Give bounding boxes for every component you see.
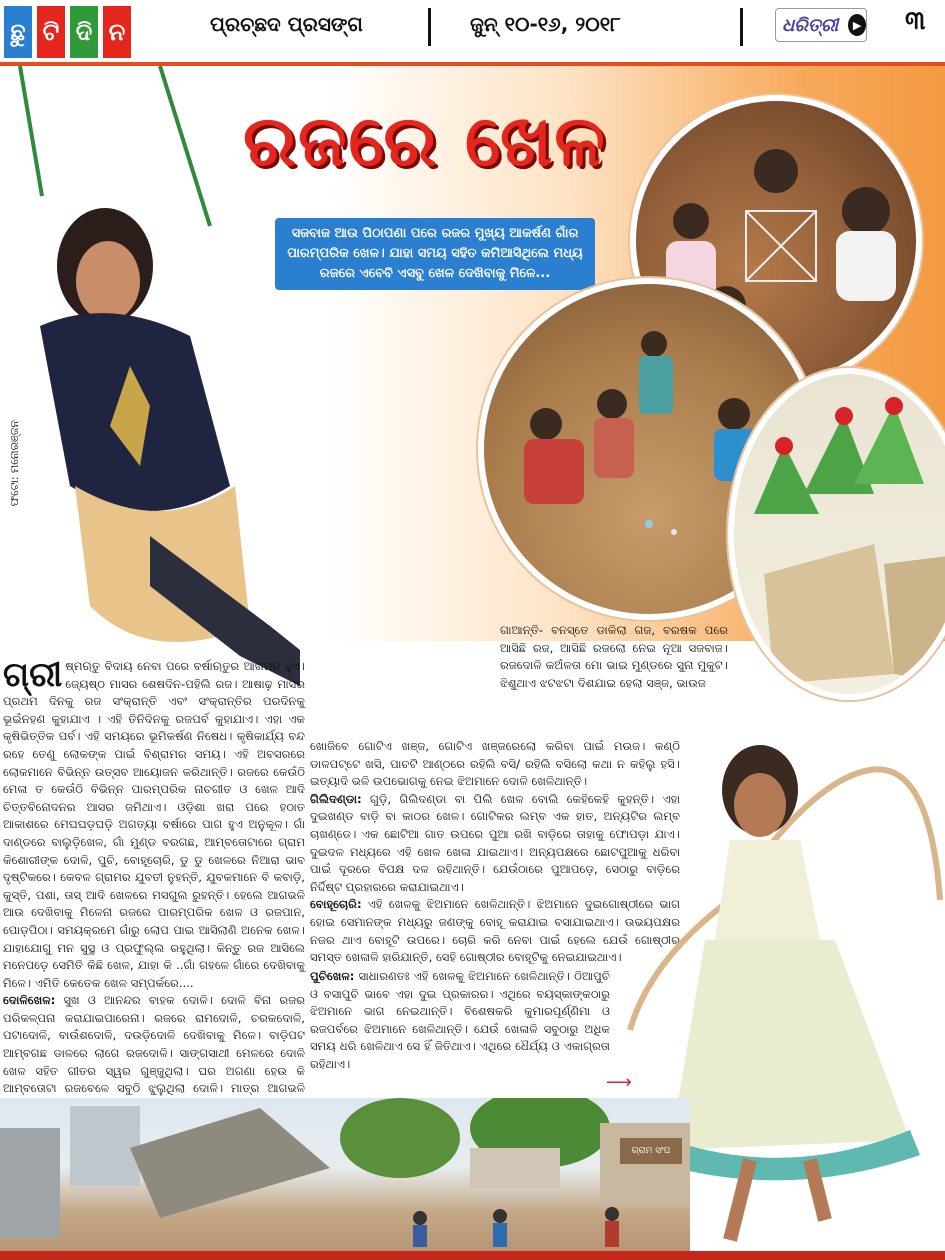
page-number: ୩ [905, 6, 926, 36]
bottom-bar [0, 1251, 945, 1260]
sign-board: ଗ୍ରାମ ସଂଘ [620, 1138, 682, 1164]
brand-letter-2: ଟି [37, 6, 65, 58]
article-column-1 [3, 655, 305, 1133]
dharitri-logo [775, 8, 867, 42]
article-column-2-bottom [310, 968, 610, 1074]
arrow-icon: ⟶ [606, 1072, 632, 1093]
paragraph: ଗିଲିଦଣ୍ଡା: ଗୁଡ଼ି, ଗିଲିଦଣ୍ଡା ବା ପିଲି ଖେଳ ବୋଲି କେହିକେହି କୁହନ୍ତି। ଏହା ଦୁଇଖଣ୍ଡ ବାଡ଼ି ବା କାଠର ଖେଳ। ଗୋଟିକର ଲମ୍ବ ଏକ ହାତ, ଅନ୍ୟଟିର ଲମ୍ବ ଚାଖଣ୍ଡେ। ଏକ ଛୋଟିଆ ଗାତ ଉପରେ ପୁଆ ରଖି ବାଡ଼ିରେ ତାହାକୁ ଫୋପଡ଼ା ଯାଏ। ଦୁଇଦଳ ମଧ୍ୟରେ ଏହି ଖେଳ ଖେଳା ଯାଇଥାଏ। ଅନ୍ୟପକ୍ଷରେ ଛୋଟପୁଆକୁ ଧରିବା ପାଇଁ ଦୂରରେ ବିପକ୍ଷ ଦଳ ରହିଥାନ୍ତି। ଯେଉଁଠାରେ ପୁଆପଡ଼େ, ସେଠାରୁ ବାଡ଼ିରେ ନିର୍ଦ୍ଦିଷ୍ଟ ପ୍ରହାରରେ କରାଯାଇଥାଏ। [310, 791, 680, 894]
subhead-doli: ଦୋଳିଖେଳ: [3, 993, 56, 1008]
brand-letter-1: ଛୁ [4, 6, 32, 58]
play-icon: ▶ [848, 14, 866, 36]
logo-text: ଧରିତ୍ରୀ [782, 14, 839, 36]
headline: ରଜରେ ଖେଳ [243, 100, 607, 182]
photo-credit: ଫଟୋ: ମନୋରଞ୍ଜନ [8, 420, 21, 507]
paragraph: ପୁଚିଖେଳ: ସାଧାରଣତଃ ଏହି ଖେଳକୁ ଝିଅମାନେ ଖେଳିଥାନ୍ତି। ଠିଆପୁଚି ଓ ବସାପୁଚି ଭାବେ ଏହା ଦୁଇ ପ୍ରକାରର। ଏଥିରେ ବୟସ୍କାଙ୍କଠାରୁ ଝିଅମାନେ ଭାଗ ନେଇଥାନ୍ତି। ବିଶେଷକରି କୁମାରପୂର୍ଣ୍ଣିମା ଓ ରଜପର୍ବରେ ଝିଅମାନେ ଖେଳିଥାନ୍ତି। ଯେଉଁ ଖେଳାଳି ସବୁଠାରୁ ଅଧିକ ସମୟ ଧରି ଖେଳିଥାଏ ସେ ହିଁ ଜିତିଥାଏ। ଏଥିରେ ଧୈର୍ଯ୍ୟ ଓ ଏକାଗ୍ରତା ରହିଥାଏ। [310, 969, 610, 1071]
subhead-bohuchori: ବୋହୂଚୋରି: [310, 897, 362, 912]
brand-letter-4: ନ [103, 6, 131, 58]
brand-letter-3: ଦି [70, 6, 98, 58]
subhead-puchi: ପୁଚିଖେଳ: [310, 969, 355, 983]
divider [428, 8, 431, 46]
intro-text: ସଜବାଜ ଆଉ ପିଠାପଣା ପରେ ରଜର ମୁଖ୍ୟ ଆକର୍ଷଣ ଗାଁର ପାରମ୍ପରିକ ଖେଳ। ଯାହା ସମୟ ସହିତ କମିଆସିଥିଲେ ମଧ୍ୟ ରଜରେ ଏବେବି ଏସବୁ ଖେଳ ଦେଖିବାକୁ ମିଳେ... [275, 218, 595, 290]
section-title: ପ୍ରଚ୍ଛଦ ପ୍ରସଙ୍ଗ [210, 12, 363, 36]
paragraph: ଦୋଳିଖେଳ: ସୁଖ ଓ ଆନନ୍ଦର ବାହକ ଦୋଳି। ଦୋଳି ବିନା ରଜର ପରିକଳ୍ପନା କରାଯାଇପାରେନା। ରଜରେ ରାମଦୋଳି, ଚରକଦୋଳି, ପଟାଦୋଳି, ବାଉଁଶଦୋଳି, ଦଉଡ଼ିଦୋଳି ଦେଖିବାକୁ ମିଳେ। ବାଡ଼ିପଟ ଆମ୍ବଗଛ ଡାଳରେ ଲାଗେ ରଜଦୋଳି। ସାଙ୍ଗସାଥୀ ମେଳରେ ଦୋଳି ଖେଳ ସହିତ ଗୀତର ସ୍ୱର ଗୁଞ୍ଜୁଥିଲା। ଘର ଅଗଣା ହେଉ କି ଆମ୍ବତୋଟା ରଜବେଳେ ସବୁଠି ଝୁଲୁଥିଲା ଦୋଳି। ମାତ୍ର ଆଗଭଳି [3, 993, 305, 1096]
paragraph: ଗ୍ରୀ ଷ୍ମଋତୁ ବିଦାୟ ନେବା ପରେ ବର୍ଷାଋତୁର ଆଗମନ ହୁଏ। ଜ୍ୟେଷ୍ଠ ମାସର ଶେଷଦିନ-ପହିଲି ରଜ। ଆଷାଢ଼ ମାସର ପ୍ରଥମ ଦିନକୁ ରଜ ସଂକ୍ରାନ୍ତି ଏବଂ ସଂକ୍ରାନ୍ତିର ପରଦିନକୁ ଭୂଇଁନହଣ କୁହାଯାଏ । ଏହି ତିନିଦିନକୁ ରଜପର୍ବ କୁହାଯାଏ। ଏହା ଏକ କୃଷିଭିତ୍ତିକ ପର୍ବ। ଏହି ସମୟରେ ଭୂମିକର୍ଷଣ ନିଷେଧ। କୃଷିକାର୍ଯ୍ୟ ବନ୍ଦ ରହେ ତେଣୁ ଲୋକଙ୍କ ପାଇଁ ବିଶ୍ରାମର ସମୟ। ଏହି ଅବସରରେ ଲୋକମାନେ ବିଭିନ୍ନ ଉତ୍ସବ ଆୟୋଜନ କରିଥାନ୍ତି। ରଜରେ କେଉଁଠି ମେଳା ତ କେଉଁଠି ବିଭିନ୍ନ ପାରମ୍ପରିକ ନାଚଗୀତ ଓ ଖେଳ ଆଦି ଚିତ୍ତବିନୋଦନର ଆସର ଜମିଥାଏ। ଓଡ଼ିଶା ଖରା ପରେ ହଠାତ ଆକାଶରେ ମେଘଘଡ଼ଘଡ଼ି ଅଗତ୍ୟା ବର୍ଷାରେ ପାଗ ହୁଏ ଅନୁକୂଳ। ଗାଁ ଦାଣ୍ଡରେ ବାଲୁଡ଼ିଖେଳ, ଗାଁ ମୁଣ୍ଡ ବରଗଛ, ଆମ୍ବତୋଟାରେ ଗ୍ରାମ କିଶୋରୀଙ୍କ ଦୋଳି, ପୁଚି, ବୋହୂଚୋରି, ଡୁ ଡୁ ଖେଳରେ ନିଆରା ଭାବ ଦୃଷ୍ଟିକରେ। କେବଳ ଗ୍ରାମର ଯୁବତୀ ନୁହନ୍ତି, ଯୁବକମାନେ ବି କବାଡ଼ି, କୁସ୍ତି, ପଶା, ତାସ୍ ଆଦି ଖେଳରେ ମସଗୁଲ ରୁହନ୍ତି। ହେଲେ ଆଗଭଳି ଆଉ ଦେଖିବାକୁ ମିଳେନା ରଜରେ ପାରମ୍ପରିକ ଖେଳ ଓ ରଜପାନ, ପୋଡ଼ପିଠା। ସମୟକ୍ରମେ ଗାଁରୁ ଲୋପ ପାଇ ଆସିଲାଣି ଅନେକ ଖେଳ। ଯାହାଯୋଗୁ ମନ ସୁସ୍ଥ ଓ ପ୍ରଫୁଲ୍ଲ ରହୁଥିଲା। କିନ୍ତୁ ରଜ ଆସିଲେ ମନେପଡ଼େ ସେମିତି କିଛି ଖେଳ, ଯାହା କି ..ଗାଁ ଗହଳେ ଗାଁରେ ଦେଖିବାକୁ ମିଳେ। ଏମିତି କେତେକ ଖେଳ ସମ୍ପର୍କରେ.... [3, 655, 305, 990]
paragraph: ବୋହୂଚୋରି: ଏହି ଖେଳକୁ ଝିଅମାନେ ଖେଳିଥାନ୍ତି। ଝିଅମାନେ ଦୁଇଗୋଷ୍ଠୀରେ ଭାଗ ହୋଇ ସେମାନଙ୍କ ମଧ୍ୟରୁ ଜଣଙ୍କୁ ବୋହୂ କରାଯାଇ ବସାଯାଇଥାଏ। ଉଭୟପକ୍ଷର ନଜର ଥାଏ ବୋହୂଟି ଉପରେ। ଚୋରି କରି ନେବା ପାଇଁ ହେଲେ ଯେଉଁ ଗୋଷ୍ଠୀର ସମସ୍ତ ଖେଳାଳି ହାରିଯାନ୍ତି, ସେହି ଗୋଷ୍ଠୀର ବୋହୂଟିକୁ ନେଇଯାଇଥାଏ। [310, 897, 680, 965]
drop-cap: ଗ୍ରୀ [3, 655, 63, 695]
article-column-2-top: ଗାଆନ୍ତି- ବନସ୍ତେ ଡାକିଲା ଗଜ, ବରଷକ ପରେ ଆସିଛି ରଜ, ଆସିଛି ରଜଲୋ ନେଇ ନୂଆ ସଜବାଜ। ରଜଦୋଳି କଅଁଳତା ମୋ ଭାଇ ମୁଣ୍ଡରେ ସୁନା ମୁକୁଟ। ଝିଶୁଥାଏ ଝଟଝଟା ଦିଶଯାଇ ହେଲା ସଞ୍ଜ, ଭାଉଜ [500, 623, 728, 690]
paragraph: ଖୋଜିବେ ଗୋଟିଏ ଖଞ୍ଜ, ଗୋଟିଏ ଖଞ୍ଜରେଲୋ କରିବା ପାଇଁ ମଉଜ। କଣ୍ଠି ଡାଳପଟ୍ଟେ ଖସି, ପାଚଟି ଆଣ୍ଠରେ ରହିଲି ବସି/ ରହିଲି ବସିଲୋ କଥା ନ କହିଲୁ ହସି। ଇତ୍ୟାଦି ଭଳି ଉପଭୋଗକୁ ନେଇ ଝିଅମାନେ ଦୋଳି ଖେଳିଥାନ୍ତି। [310, 739, 680, 789]
subhead-gilidanda: ଗିଲିଦଣ୍ଡା: [310, 791, 362, 806]
village-photo [0, 1098, 690, 1251]
issue-date: ଜୁନ୍ ୧୦-୧୬, ୨୦୧୮ [470, 12, 621, 36]
divider [740, 8, 743, 46]
